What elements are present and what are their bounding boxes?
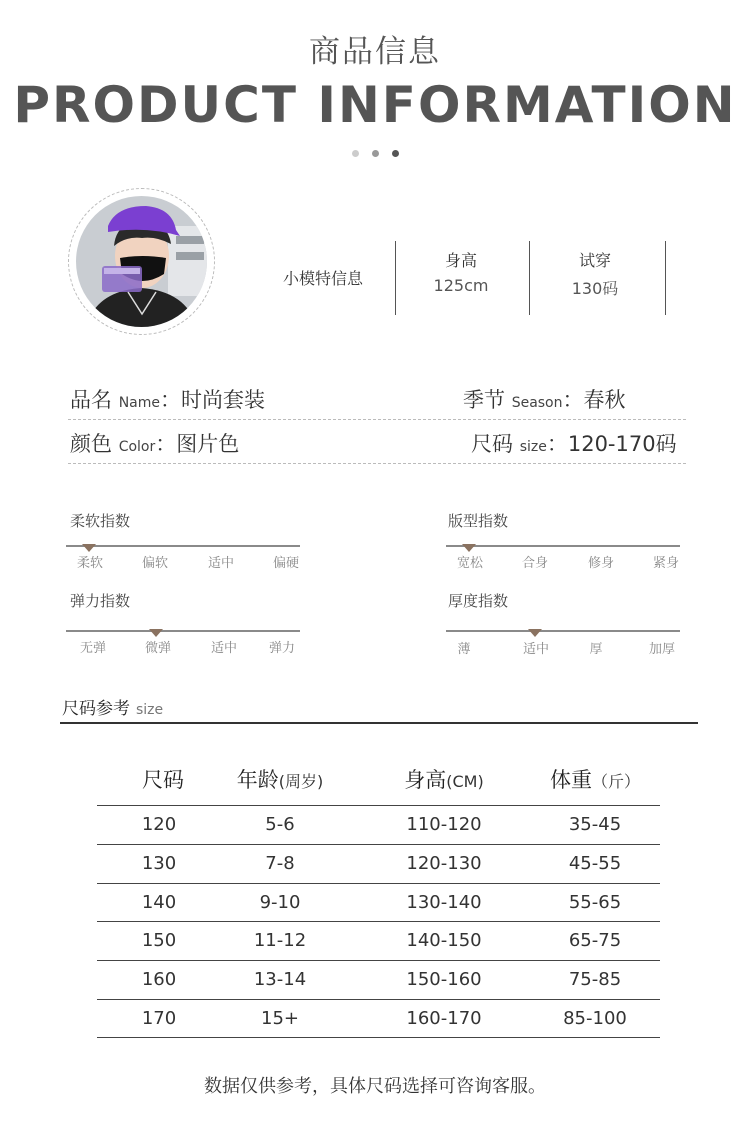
dot-3 [392,150,399,157]
attr-name-value: 时尚套装 [181,388,265,412]
table-cell: 160-170 [406,1007,482,1029]
model-info-label: 小模特信息 [283,269,364,288]
size-chart-heading-cn: 尺码参考 [62,699,130,719]
attr-colon: ： [160,388,181,412]
size-chart-heading-en: size [136,702,164,718]
section-title-en: PRODUCT INFORMATION [13,76,737,134]
table-row [97,805,660,844]
size-chart-heading [62,694,163,719]
table-cell: 130-140 [406,891,482,913]
divider [665,241,666,315]
attr-size [471,428,677,458]
model-height-title: 身高 [444,251,477,270]
table-row [97,960,660,999]
softness-index-marker [82,544,96,552]
softness-option: 柔软 [76,556,103,571]
decorative-dots [0,150,750,157]
elasticity-index-bar [66,630,300,632]
thickness-option: 厚 [589,642,603,657]
table-cell: 55-65 [568,891,622,913]
elasticity-index-marker [149,629,163,637]
attr-color-label: 颜色 [70,432,112,456]
table-row [97,844,660,883]
dot-2 [372,150,379,157]
thickness-index-bar [446,630,680,632]
model-height-value: 125cm [433,276,489,295]
table-row [97,999,660,1038]
attr-size-label-en: size [519,439,547,455]
elasticity-option: 无弹 [79,641,106,656]
col-header-main: 年龄 [236,768,279,792]
dot-1 [352,150,359,157]
elasticity-option: 弹力 [268,641,295,656]
elasticity-option: 微弹 [144,641,171,656]
thickness-index-marker [528,629,542,637]
model-tryon-title: 试穿 [578,251,611,270]
softness-option: 偏硬 [272,556,299,571]
table-cell: 110-120 [406,814,482,835]
col-header-age [215,764,345,794]
attr-name [70,384,265,414]
size-chart-footnote: 数据仅供参考，具体尺码选择可咨询客服。 [204,1076,546,1097]
size-table-body [97,805,660,1038]
attr-size-value: 120-170码 [567,432,677,456]
elasticity-index-title: 弹力指数 [70,592,131,610]
table-cell: 75-85 [568,969,622,991]
table-cell: 5-6 [265,814,295,835]
attr-color-label-en: Color [118,439,156,455]
table-cell: 160 [141,969,177,991]
softness-index-bar [66,545,300,547]
model-avatar [76,196,207,327]
attr-colon: ： [562,388,584,412]
col-header-height [374,764,514,794]
fit-option: 合身 [521,556,548,571]
attr-season-label-en: Season [511,395,563,411]
table-cell: 140-150 [406,930,482,952]
table-cell: 140 [141,891,177,913]
col-header-sub: (周岁) [278,772,324,791]
attr-size-label: 尺码 [471,432,513,456]
size-chart-rule [60,722,698,724]
col-header-weight [530,764,660,794]
elasticity-option: 适中 [210,641,237,656]
table-cell: 65-75 [568,930,622,952]
fit-option: 紧身 [652,556,679,571]
table-cell: 13-14 [253,969,307,991]
table-cell: 35-45 [568,814,622,835]
attr-colon: ： [155,432,177,456]
divider [529,241,530,315]
table-cell: 45-55 [568,852,622,874]
fit-option: 修身 [587,556,614,571]
fit-index-title: 版型指数 [448,512,509,530]
model-tryon-value: 130码 [571,279,619,298]
attr-name-label-en: Name [118,395,160,411]
table-cell: 7-8 [265,852,295,874]
col-header-sub: （斤） [591,772,640,791]
attr-colon: ： [546,432,568,456]
table-cell: 150-160 [406,969,482,991]
table-row [97,883,660,922]
col-header-main: 身高 [404,768,447,792]
dashed-divider [68,419,686,420]
divider [395,241,396,315]
table-cell: 130 [141,852,177,874]
attr-color-value: 图片色 [176,432,240,456]
table-cell: 120-130 [406,852,482,874]
size-table [97,758,660,1038]
table-cell: 15+ [261,1007,299,1029]
softness-index-title: 柔软指数 [70,512,131,530]
thickness-index-title: 厚度指数 [448,592,509,610]
attr-season-label: 季节 [463,388,505,412]
size-table-header [97,758,660,805]
section-title-cn: 商品信息 [309,34,441,70]
col-header-sub: (CM) [446,772,484,791]
table-cell: 11-12 [253,930,307,952]
dashed-divider [68,463,686,464]
softness-option: 适中 [207,556,234,571]
table-cell: 9-10 [259,891,301,913]
attr-season [463,384,626,414]
table-cell: 150 [141,930,177,952]
thickness-option: 加厚 [648,642,675,657]
attr-name-label: 品名 [70,388,112,412]
softness-option: 偏软 [141,556,168,571]
col-header-main: 体重 [549,768,592,792]
attr-season-value: 春秋 [583,388,626,412]
col-header-main: 尺码 [142,768,184,792]
fit-option: 宽松 [456,556,483,571]
table-cell: 120 [141,814,177,835]
table-cell: 85-100 [563,1007,627,1029]
fit-index-marker [462,544,476,552]
thickness-option: 薄 [457,642,471,657]
table-cell: 170 [141,1007,177,1029]
fit-index-bar [446,545,680,547]
thickness-option: 适中 [522,642,549,657]
table-row [97,921,660,960]
attr-color [70,428,239,458]
col-header-size [120,764,206,794]
